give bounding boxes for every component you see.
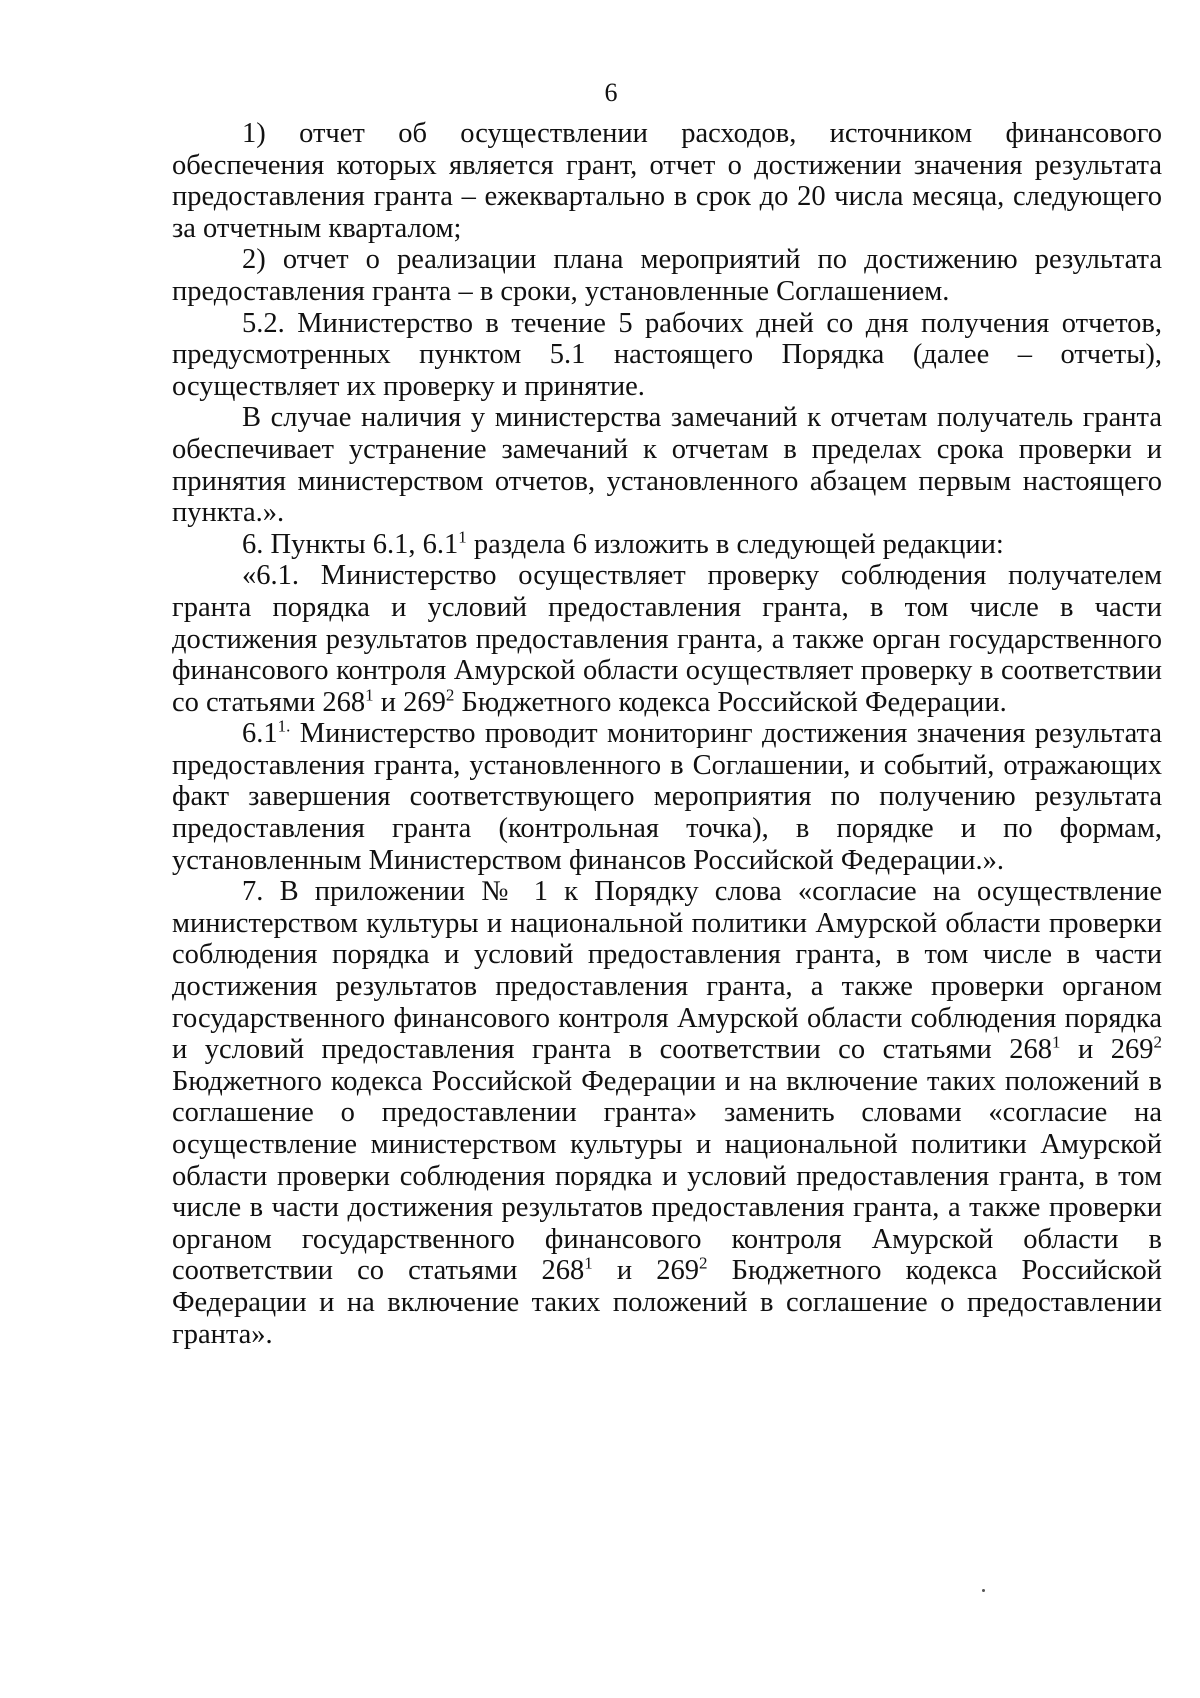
- paragraph-text: В случае наличия у министерства замечаний к отчетам получатель гранта обеспечивает устранение замечаний к отчетам в пределах срока проверки и принятия министерством отчетов, установленного абзацем первым настоящего пункта.».: [172, 402, 1162, 529]
- paragraph-6-1-1: [172, 718, 1162, 876]
- paragraph-text: 2) отчет о реализации плана мероприятий по достижению результата предоставления гранта – в сроки, установленные Соглашением.: [172, 244, 1162, 307]
- paragraph-item-7: [172, 876, 1162, 1350]
- paragraph-text: Бюджетного кодекса Российской Федерации.: [454, 686, 1007, 718]
- paragraph-text: 5.2. Министерство в течение 5 рабочих дней со дня получения отчетов, предусмотренных пунктом 5.1 настоящего Порядка (далее – отчеты), осуществляет их проверку и принятие.: [172, 307, 1162, 402]
- paragraph-text: и 269: [373, 686, 446, 718]
- superscript: 1: [584, 1253, 593, 1273]
- paragraph-text: 6. Пункты 6.1, 6.1: [242, 528, 459, 560]
- superscript: 1.: [277, 716, 291, 736]
- superscript: 2: [445, 685, 455, 705]
- paragraph-text: Бюджетного кодекса Российской Федерации и на включение таких положений в соглашение о предоставлении гранта» заменить словами «согласие на осуществление министерством культуры и национальной политики Амурской области проверки соблюдения порядка и условий предоставления гранта, в том числе в части достижения результатов предоставления гранта, а также проверки органом государственного финансового контроля Амурской области в соответствии со статьями 268: [172, 1065, 1162, 1287]
- paragraph-text: 7. В приложении № 1 к Порядку слова «согласие на осуществление министерством культуры и национальной политики Амурской области проверки соблюдения порядка и условий предоставления гранта, в том числе в части достижения результатов предоставления гранта, а также проверки органом государственного финансового контроля Амурской области соблюдения порядка и условий предоставления гранта в соответствии со статьями 268: [172, 876, 1162, 1066]
- superscript: 1: [458, 527, 467, 547]
- superscript: 1: [1052, 1032, 1061, 1052]
- paragraph-text: 6.1: [242, 718, 278, 750]
- paragraph-text: 1) отчет об осуществлении расходов, источником финансового обеспечения которых является грант, отчет о достижении значения результата предоставления гранта – ежеквартально в срок до 20 числа месяца, следующего за отчетным кварталом;: [172, 118, 1162, 244]
- paragraph-item-6: [172, 529, 1162, 561]
- document-body: [172, 118, 1162, 1350]
- paragraph-remarks: [172, 402, 1162, 528]
- paragraph-report-expenses: [172, 118, 1162, 244]
- scan-speck: [982, 1589, 985, 1592]
- paragraph-5-2: [172, 308, 1162, 403]
- superscript: 2: [699, 1253, 708, 1273]
- paragraph-text: «6.1. Министерство осуществляет проверку соблюдения получателем гранта порядка и условий предоставления гранта, в том числе в части достижения результатов предоставления гранта, а также орган государственного финансового контроля Амурской области осуществляет проверку в соответствии со статьями 268: [172, 560, 1162, 718]
- superscript: 2: [1153, 1032, 1162, 1052]
- paragraph-text: и 269: [592, 1255, 700, 1287]
- paragraph-6-1: [172, 560, 1162, 718]
- paragraph-text: и 269: [1060, 1034, 1154, 1066]
- paragraph-report-plan: [172, 244, 1162, 307]
- paragraph-text: Министерство проводит мониторинг достижения значения результата предоставления гранта, установленного в Соглашении, и событий, отражающих факт завершения соответствующего мероприятия по получению результата предоставления гранта (контрольная точка), в порядке и по формам, установленным Министерством финансов Российской Федерации.».: [172, 718, 1162, 876]
- page-number: 6: [604, 78, 618, 107]
- superscript: 1: [365, 685, 374, 705]
- paragraph-text: Бюджетного кодекса Российской Федерации и на включение таких положений в соглашение о предоставлении гранта».: [172, 1255, 1162, 1350]
- paragraph-text: раздела 6 изложить в следующей редакции:: [466, 528, 1004, 560]
